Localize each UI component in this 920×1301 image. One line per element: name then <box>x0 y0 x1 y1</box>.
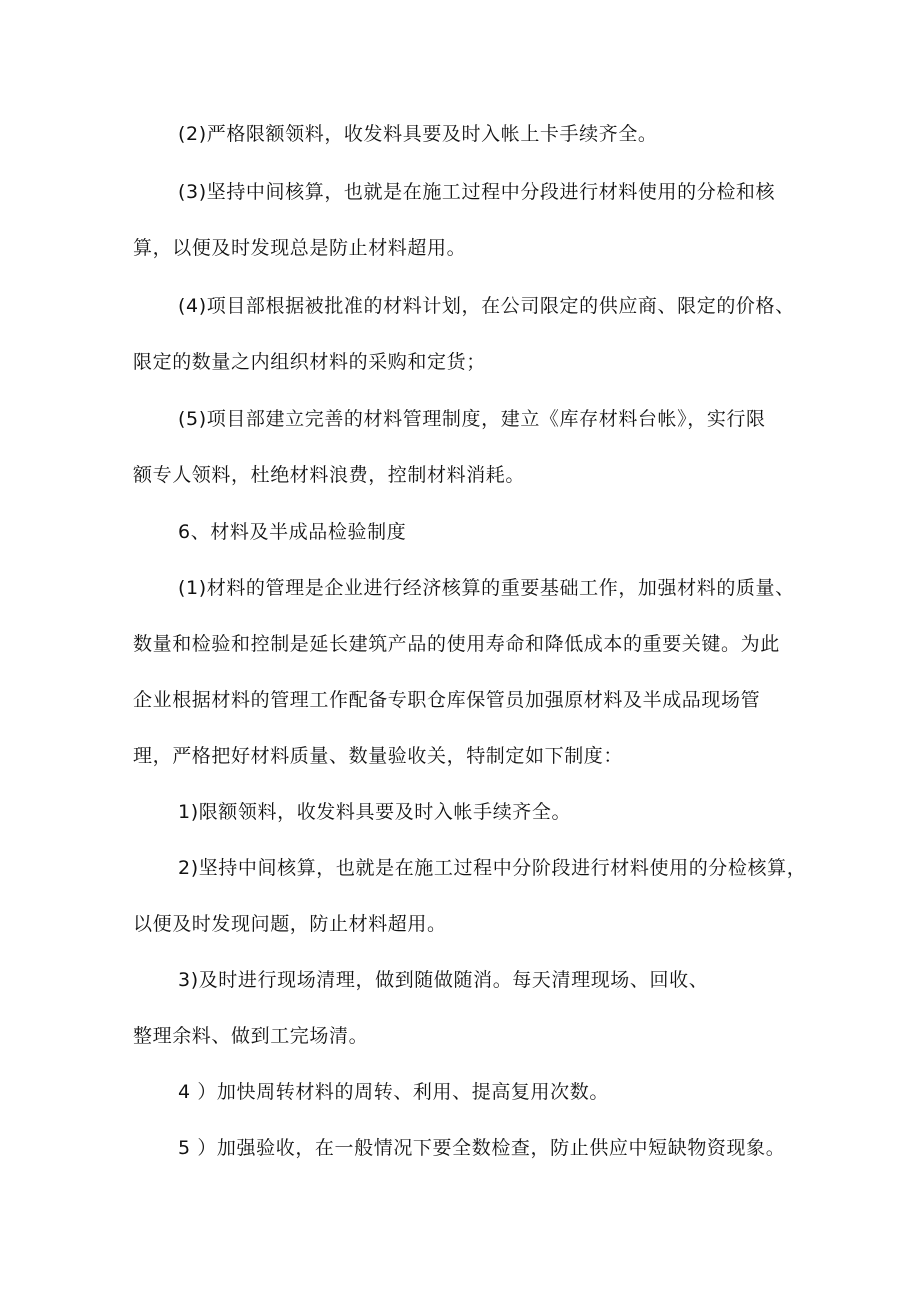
paragraph-line: 限定的数量之内组织材料的采购和定货； <box>133 351 486 373</box>
paragraph-line: 以便及时发现问题，防止材料超用。 <box>133 913 447 935</box>
section-heading: 6、材料及半成品检验制度 <box>178 521 407 543</box>
paragraph-line: 数量和检验和控制是延长建筑产品的使用寿命和降低成本的重要关键。为此 <box>133 633 780 655</box>
paragraph-line: (4)项目部根据被批准的材料计划，在公司限定的供应商、限定的价格、 <box>178 295 795 317</box>
paragraph-line: 整理余料、做到工完场清。 <box>133 1025 369 1047</box>
paragraph-line: 1)限额领料，收发料具要及时入帐手续齐全。 <box>178 801 572 823</box>
paragraph-line: (3)坚持中间核算，也就是在施工过程中分段进行材料使用的分检和核 <box>178 181 776 203</box>
paragraph-line: 2)坚持中间核算，也就是在施工过程中分阶段进行材料使用的分检核算， <box>178 857 807 879</box>
paragraph-line: 额专人领料，杜绝材料浪费，控制材料消耗。 <box>133 464 526 486</box>
paragraph-line: (5)项目部建立完善的材料管理制度，建立《库存材料台帐》，实行限 <box>178 408 766 430</box>
paragraph-line: (2)严格限额领料，收发料具要及时入帐上卡手续齐全。 <box>178 123 658 145</box>
paragraph-line: 5 ）加强验收，在一般情况下要全数检查，防止供应中短缺物资现象。 <box>178 1137 786 1159</box>
paragraph-line: 企业根据材料的管理工作配备专职仓库保管员加强原材料及半成品现场管 <box>133 689 761 711</box>
paragraph-line: 3)及时进行现场清理，做到随做随消。每天清理现场、回收、 <box>178 969 709 991</box>
paragraph-line: 理，严格把好材料质量、数量验收关，特制定如下制度： <box>133 745 624 767</box>
paragraph-line: (1)材料的管理是企业进行经济核算的重要基础工作，加强材料的质量、 <box>178 577 795 599</box>
paragraph-line: 4 ）加快周转材料的周转、利用、提高复用次数。 <box>178 1081 609 1103</box>
paragraph-line: 算，以便及时发现总是防止材料超用。 <box>133 237 467 259</box>
